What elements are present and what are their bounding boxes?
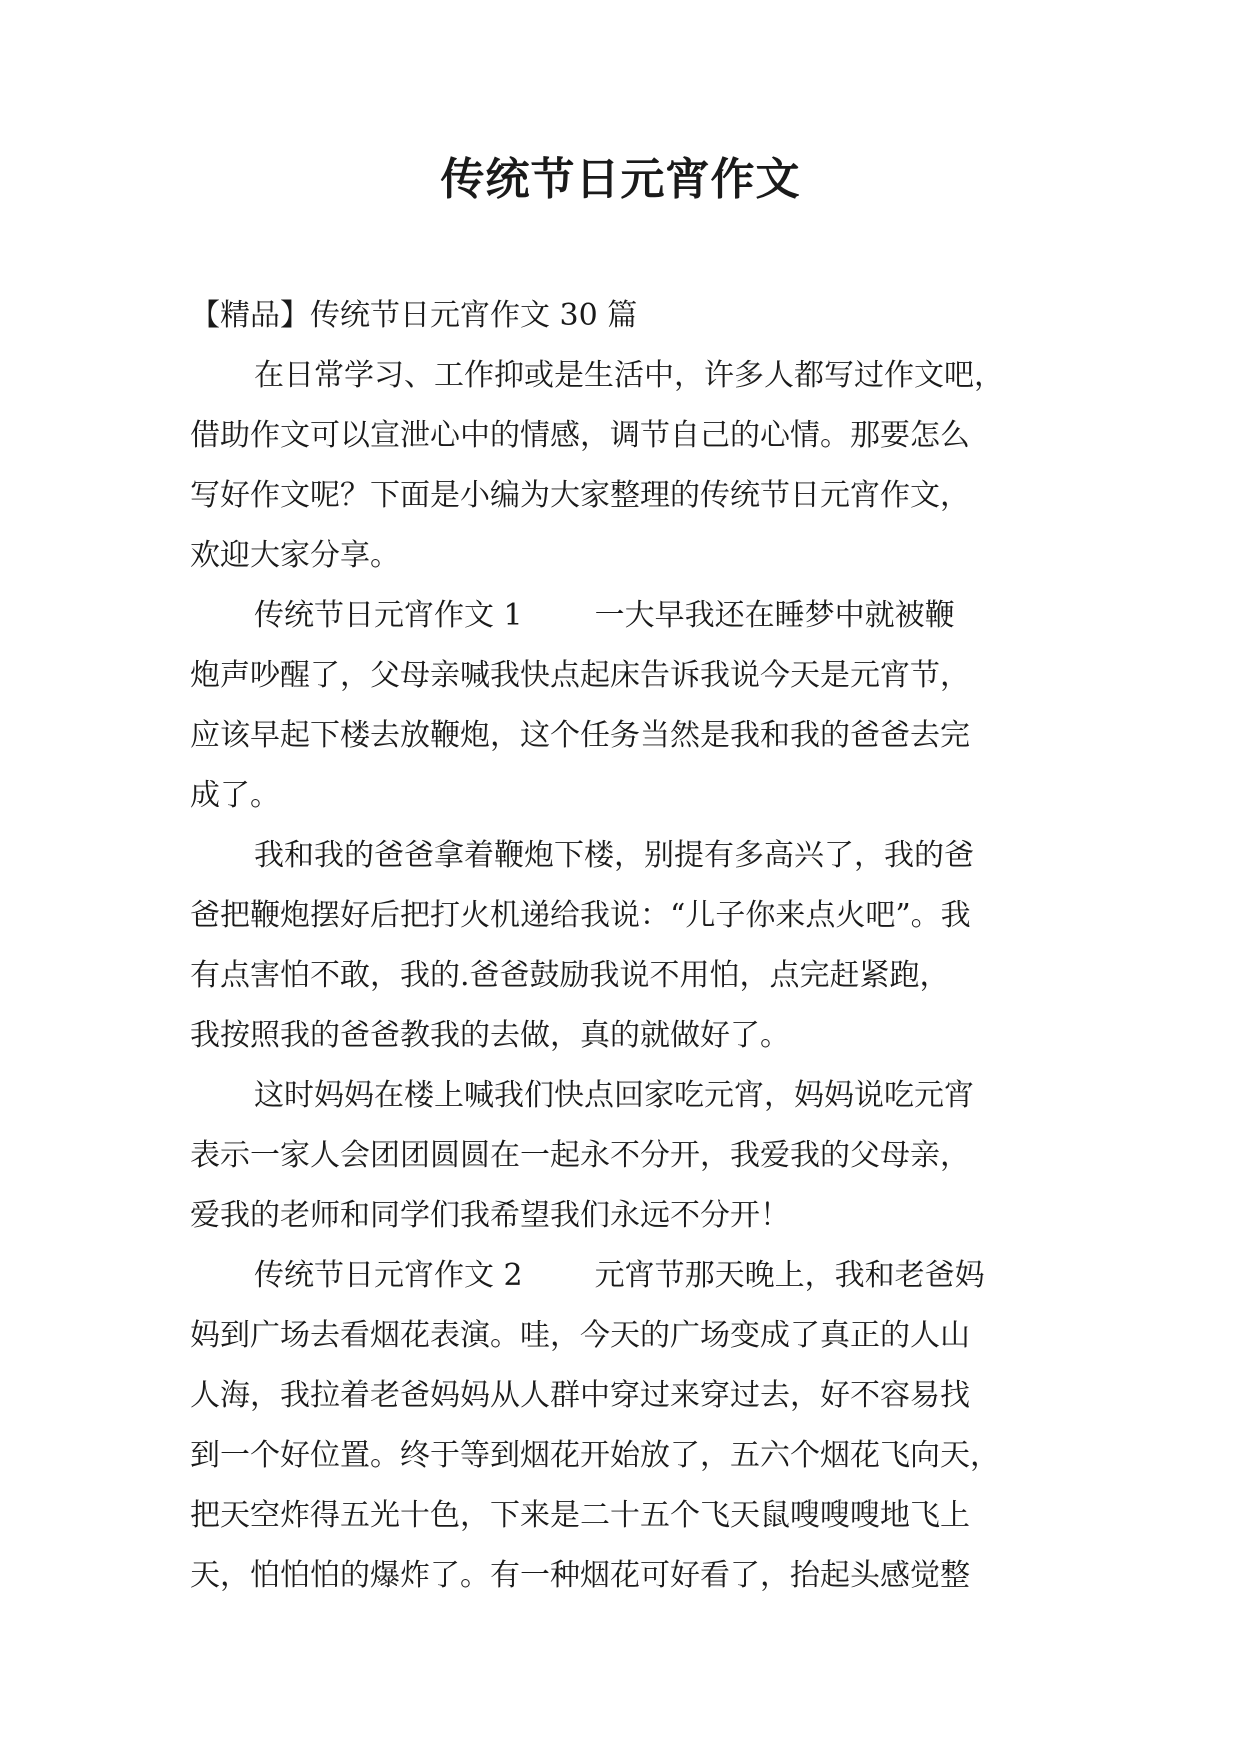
text-line: 我按照我的爸爸教我的去做，真的就做好了。: [190, 1018, 790, 1053]
text-line: 把天空炸得五光十色，下来是二十五个飞天鼠嗖嗖嗖地飞上: [190, 1498, 970, 1533]
essay-first-words: 一大早我还在睡梦中就被鞭: [594, 598, 955, 633]
text-line: 有点害怕不敢，我的.爸爸鼓励我说不用怕，点完赶紧跑，: [190, 958, 950, 993]
document-body: [190, 286, 1054, 1606]
document-title: 传统节日元宵作文: [440, 154, 801, 205]
subtitle-line: 【精品】传统节日元宵作文 30 篇: [190, 298, 638, 333]
essay-heading-line: [190, 1246, 1054, 1306]
text-line: 在日常学习、工作抑或是生活中，许多人都写过作文吧，: [254, 358, 1004, 393]
text-line: 人海，我拉着老爸妈妈从人群中穿过来穿过去，好不容易找: [190, 1378, 970, 1413]
text-line: 表示一家人会团团圆圆在一起永不分开，我爱我的父母亲，: [190, 1138, 970, 1173]
text-line: 天，怕怕怕的爆炸了。有一种烟花可好看了，抬起头感觉整: [190, 1558, 970, 1593]
text-line: 爸把鞭炮摆好后把打火机递给我说：“儿子你来点火吧”。我: [190, 898, 971, 933]
text-line: 写好作文呢？下面是小编为大家整理的传统节日元宵作文，: [190, 478, 970, 513]
text-line: 应该早起下楼去放鞭炮，这个任务当然是我和我的爸爸去完: [190, 718, 970, 753]
text-line: 这时妈妈在楼上喊我们快点回家吃元宵，妈妈说吃元宵: [254, 1078, 974, 1113]
essay-first-words: 元宵节那天晚上，我和老爸妈: [594, 1258, 985, 1293]
text-line: 我和我的爸爸拿着鞭炮下楼，别提有多高兴了，我的爸: [254, 838, 974, 873]
text-line: 欢迎大家分享。: [190, 538, 400, 573]
essay-heading: 传统节日元宵作文 1: [254, 598, 523, 633]
text-line: 借助作文可以宣泄心中的情感，调节自己的心情。那要怎么: [190, 418, 970, 453]
text-line: 成了。: [190, 778, 280, 813]
text-line: 爱我的老师和同学们我希望我们永远不分开！: [190, 1198, 790, 1233]
text-line: 妈到广场去看烟花表演。哇，今天的广场变成了真正的人山: [190, 1318, 970, 1353]
text-line: 到一个好位置。终于等到烟花开始放了，五六个烟花飞向天，: [190, 1438, 1000, 1473]
essay-heading: 传统节日元宵作文 2: [254, 1258, 523, 1293]
text-line: 炮声吵醒了，父母亲喊我快点起床告诉我说今天是元宵节，: [190, 658, 970, 693]
essay-heading-line: [190, 586, 1054, 646]
